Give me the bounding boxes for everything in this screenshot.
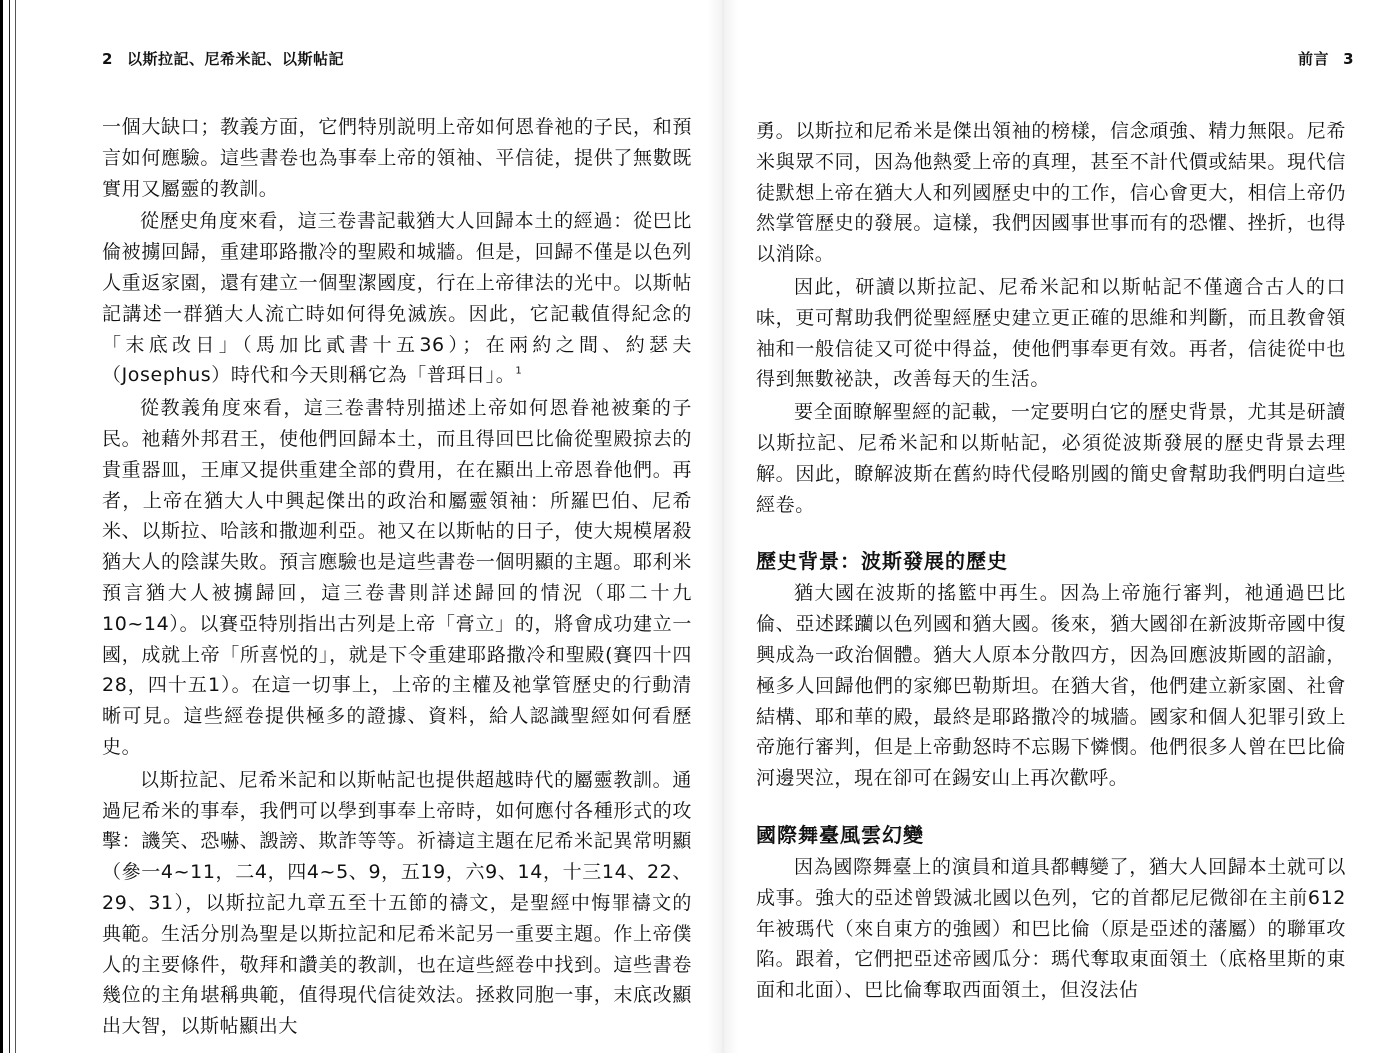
footnote-marker: 1 <box>515 366 523 378</box>
left-page <box>26 0 706 1053</box>
section-history-paragraph: 猶大國在波斯的搖籃中再生。因為上帝施行審判，祂通過巴比倫、亞述蹂躪以色列國和猶大國。後來，猶大國卻在新波斯帝國中復興成為一政治個體。猶大人原本分散四方，因為回應波斯國的詔諭，極多人回歸他們的家鄉巴勒斯坦。在猶大省，他們建立新家園、社會結構、耶和華的殿，最終是耶路撒冷的城牆。國家和個人犯罪引致上帝施行審判，但是上帝動怒時不忘賜下憐憫。他們很多人曾在巴比倫河邊哭泣，現在卻可在錫安山上再次歡呼。 <box>756 582 1346 790</box>
left-paragraph-3: 從教義角度來看，這三卷書特別描述上帝如何恩眷祂被棄的子民。祂藉外邦君王，使他們回歸本土，而且得回巴比倫從聖殿掠去的貴重器皿，王庫又提供重建全部的費用，在在顯出上帝恩眷他們。再者，上帝在猶大人中興起傑出的政治和屬靈領袖：所羅巴伯、尼希米、以斯拉、哈該和撒迦利亞。祂又在以斯帖的日子，使大規模屠殺猶大人的陰謀失敗。預言應驗也是這些書卷一個明顯的主題。耶利米預言猶大人被擄歸回，這三卷書則詳述歸回的情況（耶二十九10~14）。以賽亞特別指出古列是上帝「膏立」的，將會成功建立一國，成就上帝「所喜悦的」，就是下令重建耶路撒冷和聖殿(賽四十四28，四十五1）。在這一切事上，上帝的主權及祂掌管歷史的行動清晰可見。這些經卷提供極多的證據、資料，給人認識聖經如何看歷史。 <box>102 397 692 758</box>
right-paragraph-1: 勇。以斯拉和尼希米是傑出領袖的榜樣，信念頑強、精力無限。尼希米與眾不同，因為他熱愛上帝的真理，甚至不計代價或結果。現代信徒默想上帝在猶大人和列國歷史中的工作，信心會更大，相信上帝仍然掌管歷史的發展。這樣，我們因國事世事而有的恐懼、挫折，也得以消除。 <box>756 120 1346 266</box>
left-page-number: 2 <box>102 50 113 68</box>
right-page <box>740 0 1400 1053</box>
section-international-paragraph: 因為國際舞臺上的演員和道具都轉變了，猶大人回歸本土就可以成事。強大的亞述曾毀滅北國以色列，它的首都尼尼微卻在主前612年被瑪代（來自東方的強國）和巴比倫（原是亞述的藩屬）的聯軍攻陷。跟着，它們把亞述帝國瓜分：瑪代奪取東面領土（底格里斯的東面和北面）、巴比倫奪取西面領土，但沒法佔 <box>756 855 1346 1002</box>
left-paragraph-1: 一個大缺口；教義方面，它們特別説明上帝如何恩眷祂的子民，和預言如何應驗。這些書卷也為事奉上帝的領袖、平信徒，提供了無數既實用又屬靈的教訓。 <box>102 116 692 200</box>
left-paragraph-2 <box>102 206 692 391</box>
right-running-head <box>1298 48 1354 69</box>
left-page-body <box>102 112 692 1042</box>
left-running-title: 以斯拉記、尼希米記、以斯帖記 <box>126 50 344 68</box>
left-paragraph-2-text: 從歷史角度來看，這三卷書記載猶大人回歸本土的經過：從巴比倫被擄回歸，重建耶路撒冷的聖殿和城牆。但是，回歸不僅是以色列人重返家園，還有建立一個聖潔國度，行在上帝律法的光中。以斯帖記講述一群猶大人流亡時如何得免滅族。因此，它記載值得紀念的「末底改日」（馬加比貳書十五36）；在兩約之間、約瑟夫（Josephus）時代和今天則稱它為「普珥日」。 <box>102 210 692 387</box>
section-heading-history: 歷史背景：波斯發展的歷史 <box>756 549 1008 574</box>
right-paragraph-3: 要全面瞭解聖經的記載，一定要明白它的歷史背景，尤其是研讀以斯拉記、尼希米記和以斯帖記，必須從波斯發展的歷史背景去理解。因此，瞭解波斯在舊約時代侵略別國的簡史會幫助我們明白這些經卷。 <box>756 401 1346 516</box>
right-running-title: 前言 <box>1298 50 1330 68</box>
section-heading-international: 國際舞臺風雲幻變 <box>756 822 924 847</box>
right-page-body <box>756 116 1346 1006</box>
right-page-number: 3 <box>1343 50 1354 68</box>
binding-edge <box>0 0 26 1053</box>
page-gutter <box>708 0 738 1053</box>
left-running-head <box>102 48 344 69</box>
left-paragraph-4: 以斯拉記、尼希米記和以斯帖記也提供超越時代的屬靈教訓。通過尼希米的事奉，我們可以學到事奉上帝時，如何應付各種形式的攻擊：譏笑、恐嚇、譭謗、欺詐等等。祈禱這主題在尼希米記異常明顯（參一4~11，二4，四4~5、9，五19，六9、14，十三14、22、29、31），以斯拉記九章五至十五節的禱文，是聖經中悔罪禱文的典範。生活分別為聖是以斯拉記和尼希米記另一重要主題。作上帝僕人的主要條件，敬拜和讚美的教訓，也在這些經卷中找到。這些書卷幾位的主角堪稱典範，值得現代信徒效法。拯救同胞一事，末底改顯出大智，以斯帖顯出大 <box>102 768 692 1038</box>
right-paragraph-2: 因此，研讀以斯拉記、尼希米記和以斯帖記不僅適合古人的口味，更可幫助我們從聖經歷史建立更正確的思維和判斷，而且教會領袖和一般信徒又可從中得益，使他們事奉更有效。再者，信徒從中也得到無數祕訣，改善每天的生活。 <box>756 275 1346 391</box>
